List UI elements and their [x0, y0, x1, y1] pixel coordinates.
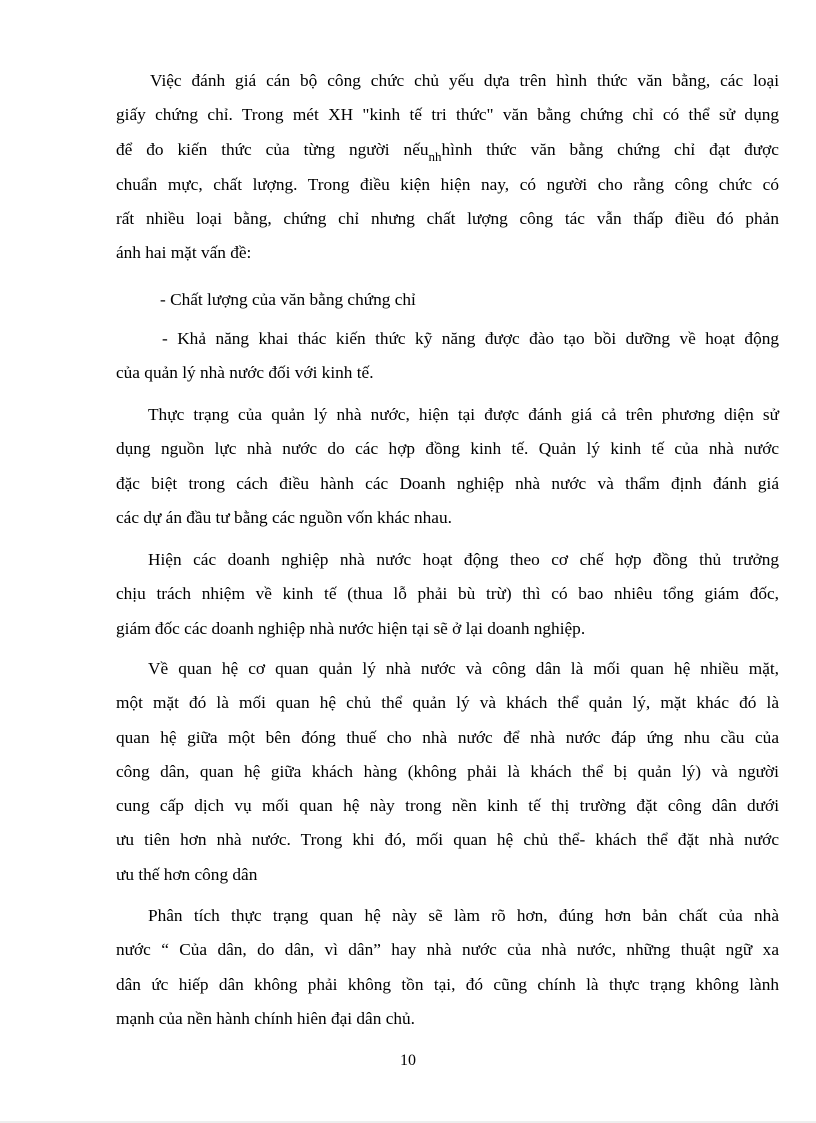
- page-number: 10: [400, 1052, 416, 1069]
- text-line: [116, 133, 779, 168]
- text-line: Việc đánh giá cán bộ công chức chủ yếu dựa trên hình thức văn bằng, các loại: [150, 71, 779, 90]
- text-line: Về quan hệ cơ quan quản lý nhà nước và công dân là mối quan hệ nhiều mặt,: [148, 659, 779, 678]
- paragraph-2: [116, 283, 779, 317]
- paragraph-6: [116, 652, 779, 892]
- text-fragment: hình thức văn bằng chứng chỉ đạt được: [441, 139, 779, 159]
- paragraph-1: [116, 64, 779, 271]
- text-line: các dự án đầu tư bằng các nguồn vốn khác nhau.: [116, 507, 452, 527]
- paragraph-3: [116, 322, 779, 391]
- paragraph-7: [116, 899, 779, 1036]
- text-line: nước “ Của dân, do dân, vì dân” hay nhà nước của nhà nước, những thuật ngữ xa: [116, 940, 779, 960]
- text-line: của quản lý nhà nước đối với kinh tế.: [116, 363, 374, 383]
- text-line: rất nhiều loại bằng, chứng chỉ nhưng chất lượng công tác vẫn thấp điều đó phản: [116, 209, 779, 229]
- text-line: dụng nguồn lực nhà nước do các hợp đồng kinh tế. Quản lý kinh tế của nhà nước: [116, 439, 779, 459]
- text-line: giấy chứng chỉ. Trong mét XH "kinh tế tri thức" văn bằng chứng chỉ có thể sử dụng: [116, 105, 779, 125]
- text-line: cung cấp dịch vụ mối quan hệ này trong nền kinh tế thị trường đặt công dân dưới: [116, 796, 779, 816]
- paragraph-5: [116, 543, 779, 646]
- text-line: chịu trách nhiệm về kinh tế (thua lỗ phải bù trừ) thì có bao nhiêu tổng giám đốc,: [116, 584, 779, 604]
- bullet-line: - Khả năng khai thác kiến thức kỹ năng được đào tạo bồi dưỡng về hoạt động: [162, 329, 779, 348]
- text-line: dân ức hiếp dân không phải không tồn tại, đó cũng chính là thực trạng không lành: [116, 974, 779, 994]
- text-line: ưu tiên hơn nhà nước. Trong khi đó, mối quan hệ chủ thể- khách thể đặt nhà nước: [116, 830, 779, 850]
- text-line: ưu thế hơn công dân: [116, 864, 258, 884]
- text-line: đặc biệt trong cách điều hành các Doanh nghiệp nhà nước và thẩm định đánh giá: [116, 473, 779, 493]
- paragraph-4: [116, 398, 779, 535]
- text-line: Hiện các doanh nghiệp nhà nước hoạt động theo cơ chế hợp đồng thủ trưởng: [148, 550, 779, 569]
- subscript-text: nh: [428, 148, 442, 164]
- text-line: Phân tích thực trạng quan hệ này sẽ làm rõ hơn, đúng hơn bản chất của nhà: [148, 906, 779, 925]
- text-fragment: để đo kiến thức của từng người nếu: [116, 139, 429, 159]
- text-line: một mặt đó là mối quan hệ chủ thể quản lý và khách thể quản lý, mặt khác đó là: [116, 693, 779, 713]
- text-line: công dân, quan hệ giữa khách hàng (không phải là khách thể bị quản lý) và người: [116, 761, 779, 781]
- bullet-line: - Chất lượng của văn bằng chứng chỉ: [160, 290, 416, 309]
- text-line: giám đốc các doanh nghiệp nhà nước hiện tại sẽ ở lại doanh nghiệp.: [116, 618, 586, 638]
- text-line: mạnh của nền hành chính hiên đại dân chủ.: [116, 1008, 415, 1028]
- text-line: chuẩn mực, chất lượng. Trong điều kiện hiện nay, có người cho rằng công chức có: [116, 174, 779, 194]
- text-line: quan hệ giữa một bên đóng thuế cho nhà nước để nhà nước đáp ứng nhu cầu của: [116, 727, 779, 747]
- text-line: ánh hai mặt vấn đề:: [116, 243, 252, 263]
- text-line: Thực trạng của quản lý nhà nước, hiện tại được đánh giá cả trên phương diện sử: [148, 405, 779, 424]
